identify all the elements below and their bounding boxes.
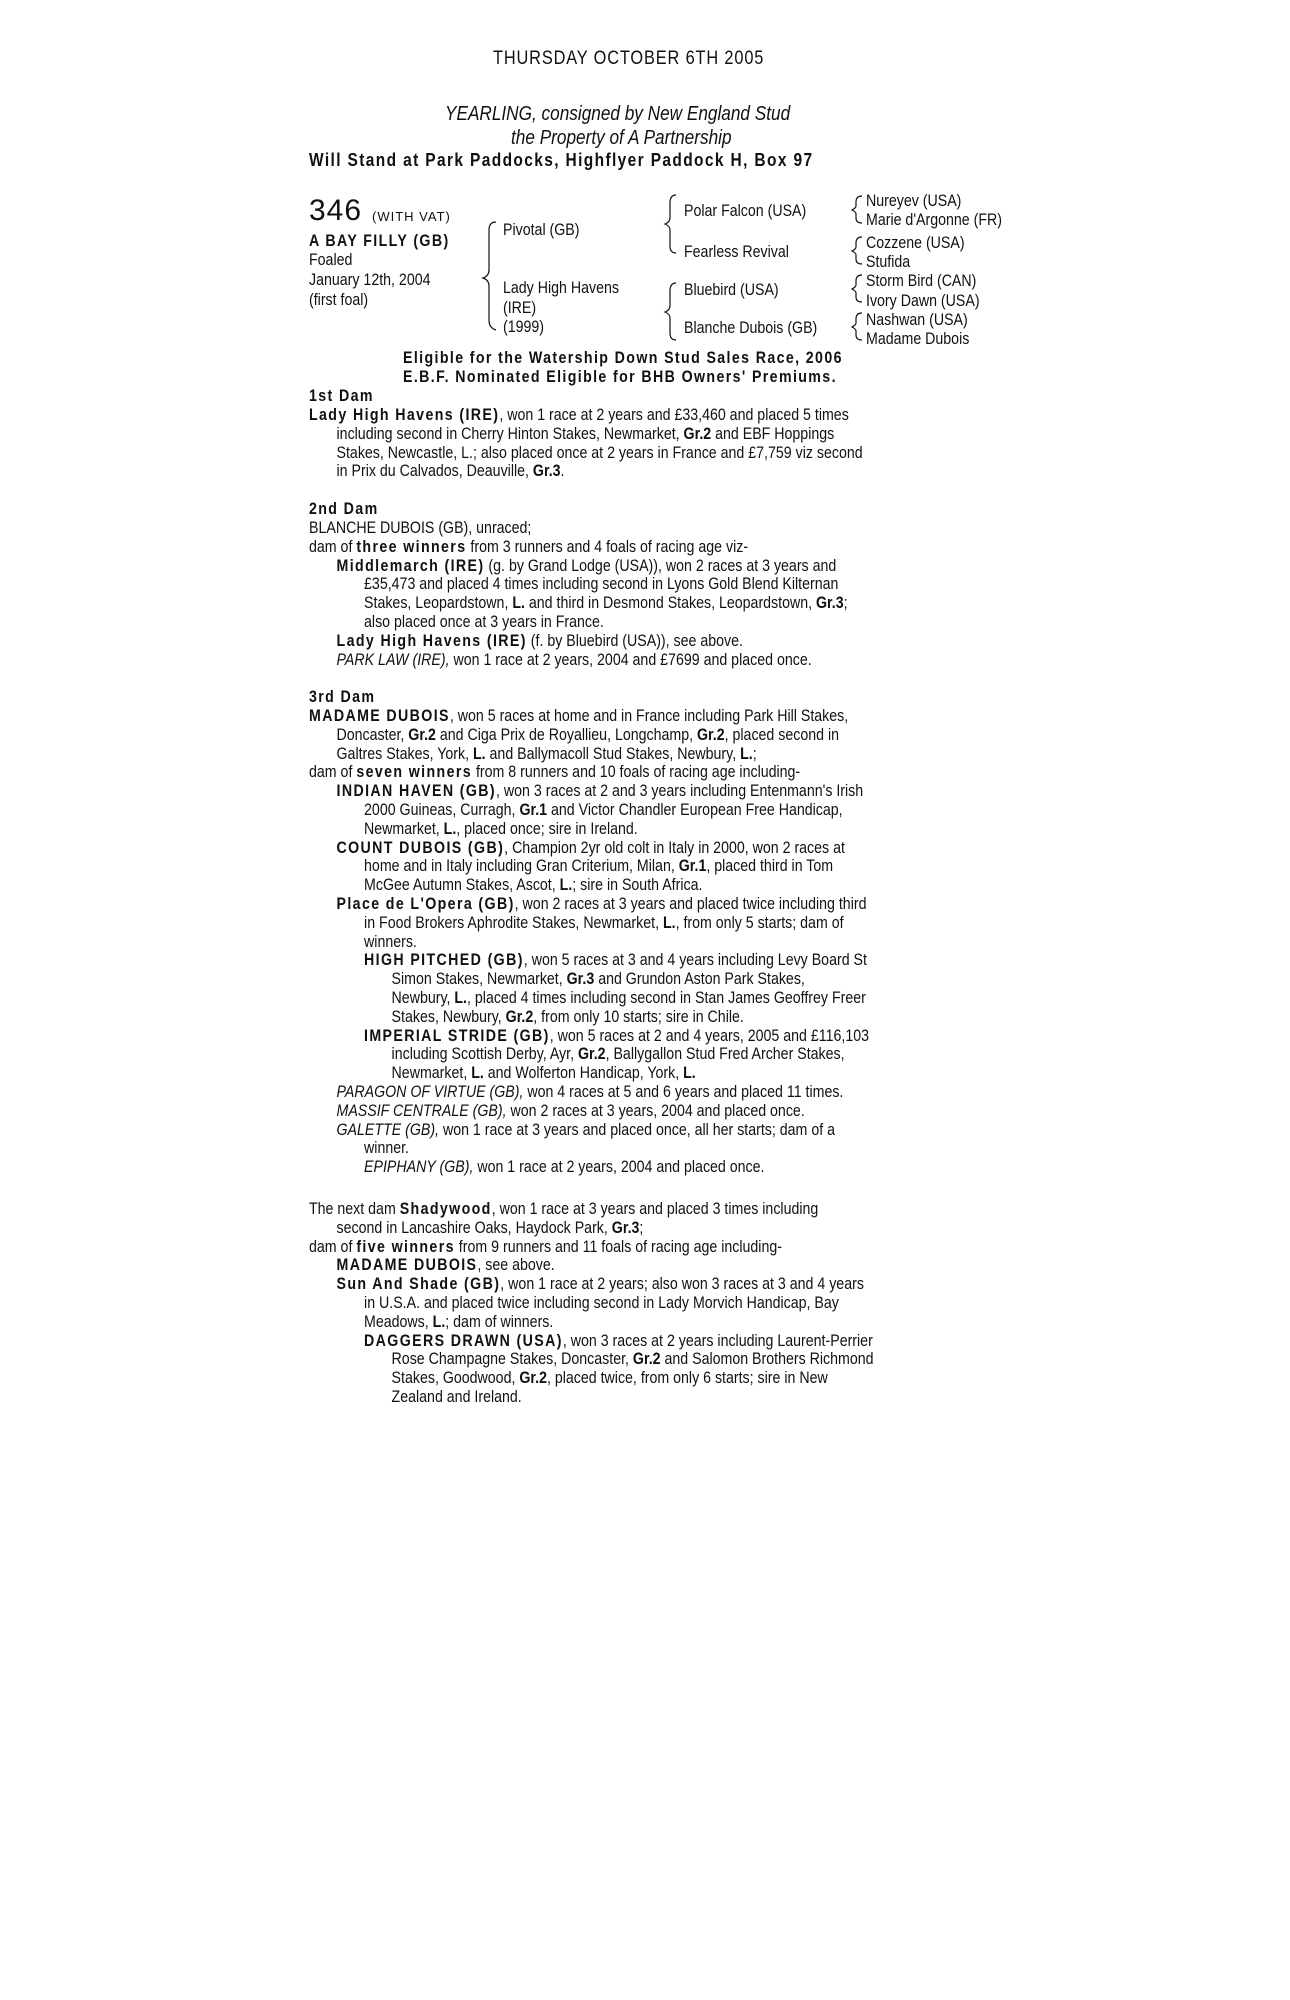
grade: Gr.2 xyxy=(632,1350,661,1369)
pedigree-sire-dam: Fearless Revival xyxy=(684,243,789,261)
progeny-name: GALETTE (GB), xyxy=(336,1120,440,1139)
next-dam-paragraph xyxy=(309,1200,965,1407)
pedigree-sds: Cozzene (USA) xyxy=(866,234,965,252)
progeny-name: PARAGON OF VIRTUE (GB), xyxy=(336,1082,524,1101)
vat-note: (WITH VAT) xyxy=(372,209,451,224)
text: also placed once at 3 years in France. xyxy=(364,612,604,631)
progeny-name: PARK LAW (IRE), xyxy=(336,650,450,669)
text: second in Lancashire Oaks, Haydock Park, xyxy=(336,1218,612,1237)
text: McGee Autumn Stakes, Ascot, xyxy=(364,876,560,895)
grade: Gr.2 xyxy=(683,424,712,443)
text: dam of xyxy=(309,537,357,556)
text: The next dam xyxy=(309,1200,400,1218)
grade: Gr.2 xyxy=(408,725,436,744)
winners-count: five winners xyxy=(356,1237,455,1256)
pedigree-dam-sire: Bluebird (USA) xyxy=(684,281,779,299)
dam-name: Shadywood xyxy=(399,1200,492,1218)
text: , won 3 races at 2 and 3 years including Entenmann's Irish xyxy=(496,782,864,801)
grade: Gr.3 xyxy=(611,1218,640,1237)
grade: Gr.2 xyxy=(577,1045,606,1064)
pedigree-dam-dam: Blanche Dubois (GB) xyxy=(684,319,818,337)
text: Stakes, Leopardstown, xyxy=(364,594,513,613)
first-dam-heading: 1st Dam xyxy=(309,387,374,405)
grade: L. xyxy=(683,1064,696,1083)
progeny-name: DAGGERS DRAWN (USA) xyxy=(364,1331,563,1350)
text: , won 1 race at 2 years; also won 3 races at 3 and 4 years xyxy=(500,1275,864,1294)
text: won 2 races at 3 years, 2004 and placed once. xyxy=(506,1101,805,1120)
text: , won 5 races at 2 and 4 years, 2005 and £116,103 xyxy=(549,1026,870,1045)
grade: Gr.2 xyxy=(697,725,725,744)
text: Galtres Stakes, York, xyxy=(336,744,473,763)
text: , won 1 race at 2 years and £33,460 and placed 5 times xyxy=(499,406,849,424)
text: and Wolferton Handicap, York, xyxy=(483,1064,684,1083)
second-dam-heading: 2nd Dam xyxy=(309,500,379,518)
grade: L. xyxy=(454,988,468,1007)
horse-name: A BAY FILLY (GB) xyxy=(309,232,450,250)
pedigree-dam-line3: (1999) xyxy=(503,318,545,336)
text: 2000 Guineas, Curragh, xyxy=(364,800,520,819)
text: winner. xyxy=(364,1139,410,1158)
progeny-name: Lady High Havens (IRE) xyxy=(336,631,527,650)
progeny-name: EPIPHANY (GB), xyxy=(364,1158,474,1177)
grade: L. xyxy=(512,594,525,613)
progeny-name: Place de L'Opera (GB) xyxy=(336,894,515,913)
location-line: Will Stand at Park Paddocks, Highflyer Paddock H, Box 97 xyxy=(309,150,814,170)
text: Stakes, Newbury, xyxy=(391,1007,506,1026)
text: Meadows, xyxy=(364,1312,433,1331)
grade: L. xyxy=(432,1312,446,1331)
winners-count: seven winners xyxy=(356,763,473,782)
grade: Gr.3 xyxy=(816,594,844,613)
text: in Prix du Calvados, Deauville, xyxy=(336,462,529,481)
text: dam of xyxy=(309,763,357,782)
text: Zealand and Ireland. xyxy=(391,1387,522,1406)
second-dam-paragraph xyxy=(309,519,935,669)
text: , Ballygallon Stud Fred Archer Stakes, xyxy=(605,1045,845,1064)
text: and EBF Hoppings xyxy=(711,424,835,443)
progeny-name: MADAME DUBOIS xyxy=(336,1256,478,1275)
text: ; sire in South Africa. xyxy=(572,876,703,895)
grade: L. xyxy=(472,744,486,763)
grade: L. xyxy=(443,819,457,838)
pedigree-sire-sire: Polar Falcon (USA) xyxy=(684,202,807,220)
text: (f. by Bluebird (USA)), see above. xyxy=(526,631,743,650)
pedigree-dam-line2: (IRE) xyxy=(503,299,537,317)
text: won 1 race at 3 years and placed once, all her starts; dam of a xyxy=(439,1120,835,1139)
text: , from only 10 starts; sire in Chile. xyxy=(533,1007,744,1026)
progeny-name: COUNT DUBOIS (GB) xyxy=(336,838,505,857)
grade: Gr.3 xyxy=(566,970,595,989)
text: , from only 5 starts; dam of xyxy=(675,913,844,932)
text: winners. xyxy=(364,932,417,951)
pedigree-dam-line1: Lady High Havens xyxy=(503,279,619,297)
text: Rose Champagne Stakes, Doncaster, xyxy=(391,1350,633,1369)
foal-note: (first foal) xyxy=(309,291,369,309)
text: Stakes, Goodwood, xyxy=(391,1369,520,1388)
text: Newmarket, xyxy=(391,1064,472,1083)
text: from 3 runners and 4 foals of racing age viz- xyxy=(466,537,749,556)
lot-number: 346 xyxy=(309,194,363,227)
text: , won 5 races at 3 and 4 years including Levy Board St xyxy=(523,951,867,970)
text: Simon Stakes, Newmarket, xyxy=(391,970,567,989)
pedigree-sire: Pivotal (GB) xyxy=(503,221,580,239)
foaled-label: Foaled xyxy=(309,251,353,269)
grade: L. xyxy=(471,1064,484,1083)
text: in U.S.A. and placed twice including second in Lady Morvich Handicap, Bay xyxy=(364,1293,839,1312)
text: dam of xyxy=(309,1237,357,1256)
text: , won 2 races at 3 years and placed twice including third xyxy=(514,894,867,913)
grade: L. xyxy=(559,876,573,895)
third-dam-paragraph xyxy=(309,707,960,1177)
text: and Salomon Brothers Richmond xyxy=(660,1350,874,1369)
eligibility-ebf: E.B.F. Nominated Eligible for BHB Owners' Premiums. xyxy=(403,368,837,386)
text: £35,473 and placed 4 times including second in Lyons Gold Blend Kilternan xyxy=(364,575,839,594)
pedigree-sss: Nureyev (USA) xyxy=(866,192,962,210)
progeny-name: Middlemarch (IRE) xyxy=(336,556,485,575)
text: , placed third in Tom xyxy=(706,857,834,876)
text: Newmarket, xyxy=(364,819,444,838)
first-dam-paragraph xyxy=(309,406,953,481)
pedigree-braces xyxy=(0,0,1290,360)
dam-name: Lady High Havens (IRE) xyxy=(309,406,500,424)
text: , won 1 race at 3 years and placed 3 times including xyxy=(491,1200,819,1218)
pedigree-sdd: Stufida xyxy=(866,253,911,271)
text: , placed 4 times including second in Stan James Geoffrey Freer xyxy=(467,988,866,1007)
text: won 4 races at 5 and 6 years and placed 11 times. xyxy=(523,1082,844,1101)
progeny-name: HIGH PITCHED (GB) xyxy=(364,951,524,970)
text: in Food Brokers Aphrodite Stakes, Newmarket, xyxy=(364,913,663,932)
text: Stakes, Newcastle, L.; also placed once at 2 years in France and £7,759 viz second xyxy=(336,443,863,462)
winners-count: three winners xyxy=(356,537,467,556)
eligibility-race: Eligible for the Watership Down Stud Sales Race, 2006 xyxy=(403,349,843,367)
text: , Champion 2yr old colt in Italy in 2000, won 2 races at xyxy=(504,838,845,857)
pedigree-ddd: Madame Dubois xyxy=(866,330,970,348)
text: , placed second in xyxy=(724,725,840,744)
text: home and in Italy including Gran Criterium, Milan, xyxy=(364,857,679,876)
grade: Gr.2 xyxy=(519,1369,547,1388)
grade: Gr.3 xyxy=(532,462,561,481)
consignor-line: YEARLING, consigned by New England Stud xyxy=(445,103,791,125)
text: and Ciga Prix de Royallieu, Longchamp, xyxy=(435,725,698,744)
grade: L. xyxy=(740,744,753,763)
text: won 1 race at 2 years, 2004 and £7699 and placed once. xyxy=(449,650,812,669)
text: ; xyxy=(843,594,848,613)
text: and third in Desmond Stakes, Leopardstown, xyxy=(524,594,817,613)
text: . xyxy=(560,462,565,481)
grade: Gr.1 xyxy=(678,857,707,876)
pedigree-dds: Nashwan (USA) xyxy=(866,311,968,329)
text: Doncaster, xyxy=(336,725,409,744)
progeny-name: IMPERIAL STRIDE (GB) xyxy=(364,1026,550,1045)
text: BLANCHE DUBOIS (GB), unraced; xyxy=(309,519,532,537)
text: (g. by Grand Lodge (USA)), won 2 races at 3 years and xyxy=(484,556,837,575)
pedigree-ssd: Marie d'Argonne (FR) xyxy=(866,211,1002,229)
property-line: the Property of A Partnership xyxy=(511,127,732,149)
text: , won 5 races at home and in France including Park Hill Stakes, xyxy=(449,707,849,725)
foaled-date: January 12th, 2004 xyxy=(309,271,431,289)
text: and Grundon Aston Park Stakes, xyxy=(594,970,805,989)
text: , placed once; sire in Ireland. xyxy=(456,819,638,838)
pedigree-dsd: Ivory Dawn (USA) xyxy=(866,292,980,310)
text: ; xyxy=(639,1218,644,1237)
text: , placed twice, from only 6 starts; sire in New xyxy=(546,1369,828,1388)
grade: L. xyxy=(662,913,676,932)
text: , see above. xyxy=(477,1256,555,1275)
progeny-name: MASSIF CENTRALE (GB), xyxy=(336,1101,507,1120)
text: from 8 runners and 10 foals of racing age including- xyxy=(472,763,801,782)
text: Newbury, xyxy=(391,988,455,1007)
text: and Ballymacoll Stud Stakes, Newbury, xyxy=(485,744,741,763)
text: , won 3 races at 2 years including Laurent-Perrier xyxy=(562,1331,873,1350)
pedigree-dss: Storm Bird (CAN) xyxy=(866,272,977,290)
progeny-name: Sun And Shade (GB) xyxy=(336,1275,501,1294)
grade: Gr.2 xyxy=(505,1007,534,1026)
text: and Victor Chandler European Free Handicap, xyxy=(547,800,843,819)
grade: Gr.1 xyxy=(519,800,548,819)
dam-name: MADAME DUBOIS xyxy=(309,707,450,725)
text: ; dam of winners. xyxy=(445,1312,554,1331)
sale-date: THURSDAY OCTOBER 6TH 2005 xyxy=(493,48,765,69)
text: ; xyxy=(752,744,757,763)
text: from 9 runners and 11 foals of racing age including- xyxy=(454,1237,782,1256)
text: won 1 race at 2 years, 2004 and placed once. xyxy=(473,1158,765,1177)
text: including second in Cherry Hinton Stakes, Newmarket, xyxy=(336,424,680,443)
text: including Scottish Derby, Ayr, xyxy=(391,1045,578,1064)
third-dam-heading: 3rd Dam xyxy=(309,688,376,706)
progeny-name: INDIAN HAVEN (GB) xyxy=(336,782,497,801)
